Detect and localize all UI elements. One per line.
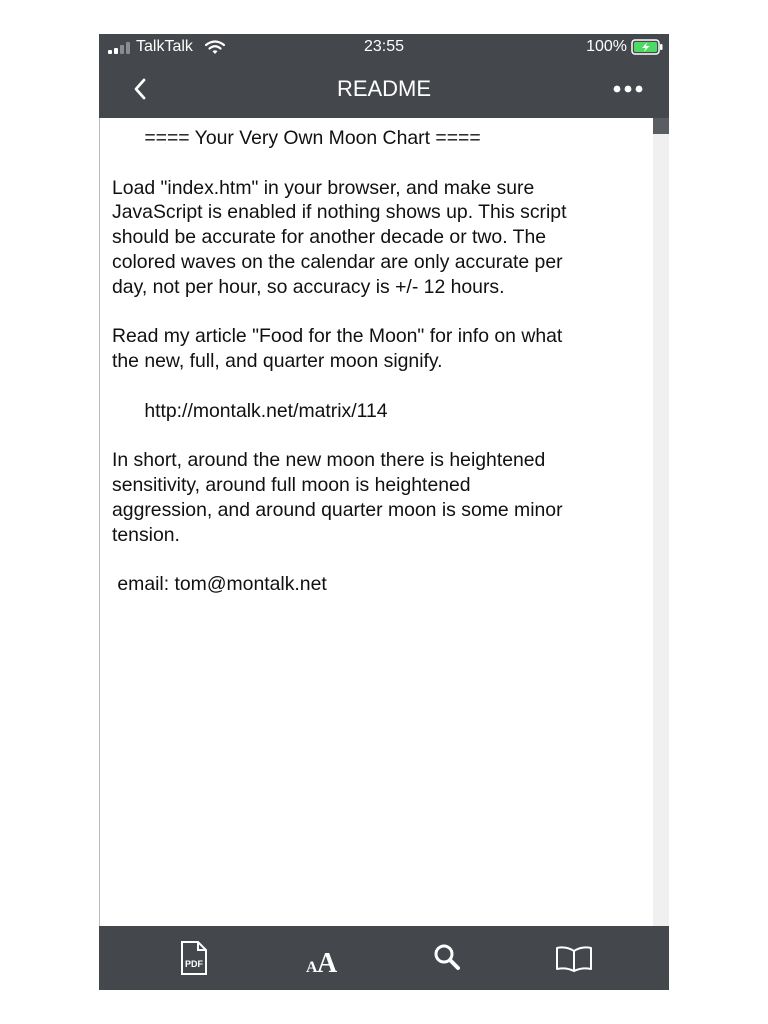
- scrollbar-thumb[interactable]: [653, 118, 669, 134]
- battery-charging-icon: [631, 39, 663, 55]
- page-title: README: [336, 76, 432, 101]
- document-text: ==== Your Very Own Moon Chart ==== Load "index.htm" in your browser, and make sure JavaScript is enabled if nothing shows up. This script should be accurate for another decade or two. The colored waves on the calendar are only accurate per day, not per hour, so accuracy is +/- 12 hours. Read my article "Food for the Moon" for info on what the new, full, and quarter moon signify. http://montalk.net/matrix/114 In short, around the new moon there is heightened sensitivity, around full moon is heightened aggression, and around quarter moon is some minor tension. email: tom@montalk.net: [112, 127, 567, 596]
- chevron-left-icon: [127, 74, 155, 104]
- pdf-label: PDF: [185, 959, 203, 969]
- search-icon: [422, 936, 472, 980]
- carrier-name: TalkTalk: [136, 38, 193, 55]
- status-time: 23:55: [363, 38, 405, 55]
- font-size-small-letter: A: [306, 959, 318, 976]
- font-size-large-letter: A: [317, 948, 338, 979]
- more-button[interactable]: [611, 78, 645, 100]
- status-bar: [99, 34, 669, 60]
- phone-screen: [99, 34, 669, 990]
- font-size-icon: [297, 936, 347, 980]
- search-button[interactable]: [422, 936, 472, 980]
- book-button[interactable]: [549, 936, 599, 980]
- document-view[interactable]: [99, 118, 669, 926]
- more-icon: [611, 78, 645, 100]
- scrollbar[interactable]: [653, 118, 669, 926]
- bottom-toolbar: [99, 926, 669, 990]
- navigation-bar: [99, 60, 669, 118]
- book-icon: [549, 936, 599, 980]
- font-size-button[interactable]: [297, 936, 347, 980]
- battery-percentage: 100%: [586, 38, 627, 55]
- pdf-button[interactable]: [169, 936, 219, 980]
- pdf-icon: [169, 936, 219, 980]
- back-button[interactable]: [127, 74, 155, 104]
